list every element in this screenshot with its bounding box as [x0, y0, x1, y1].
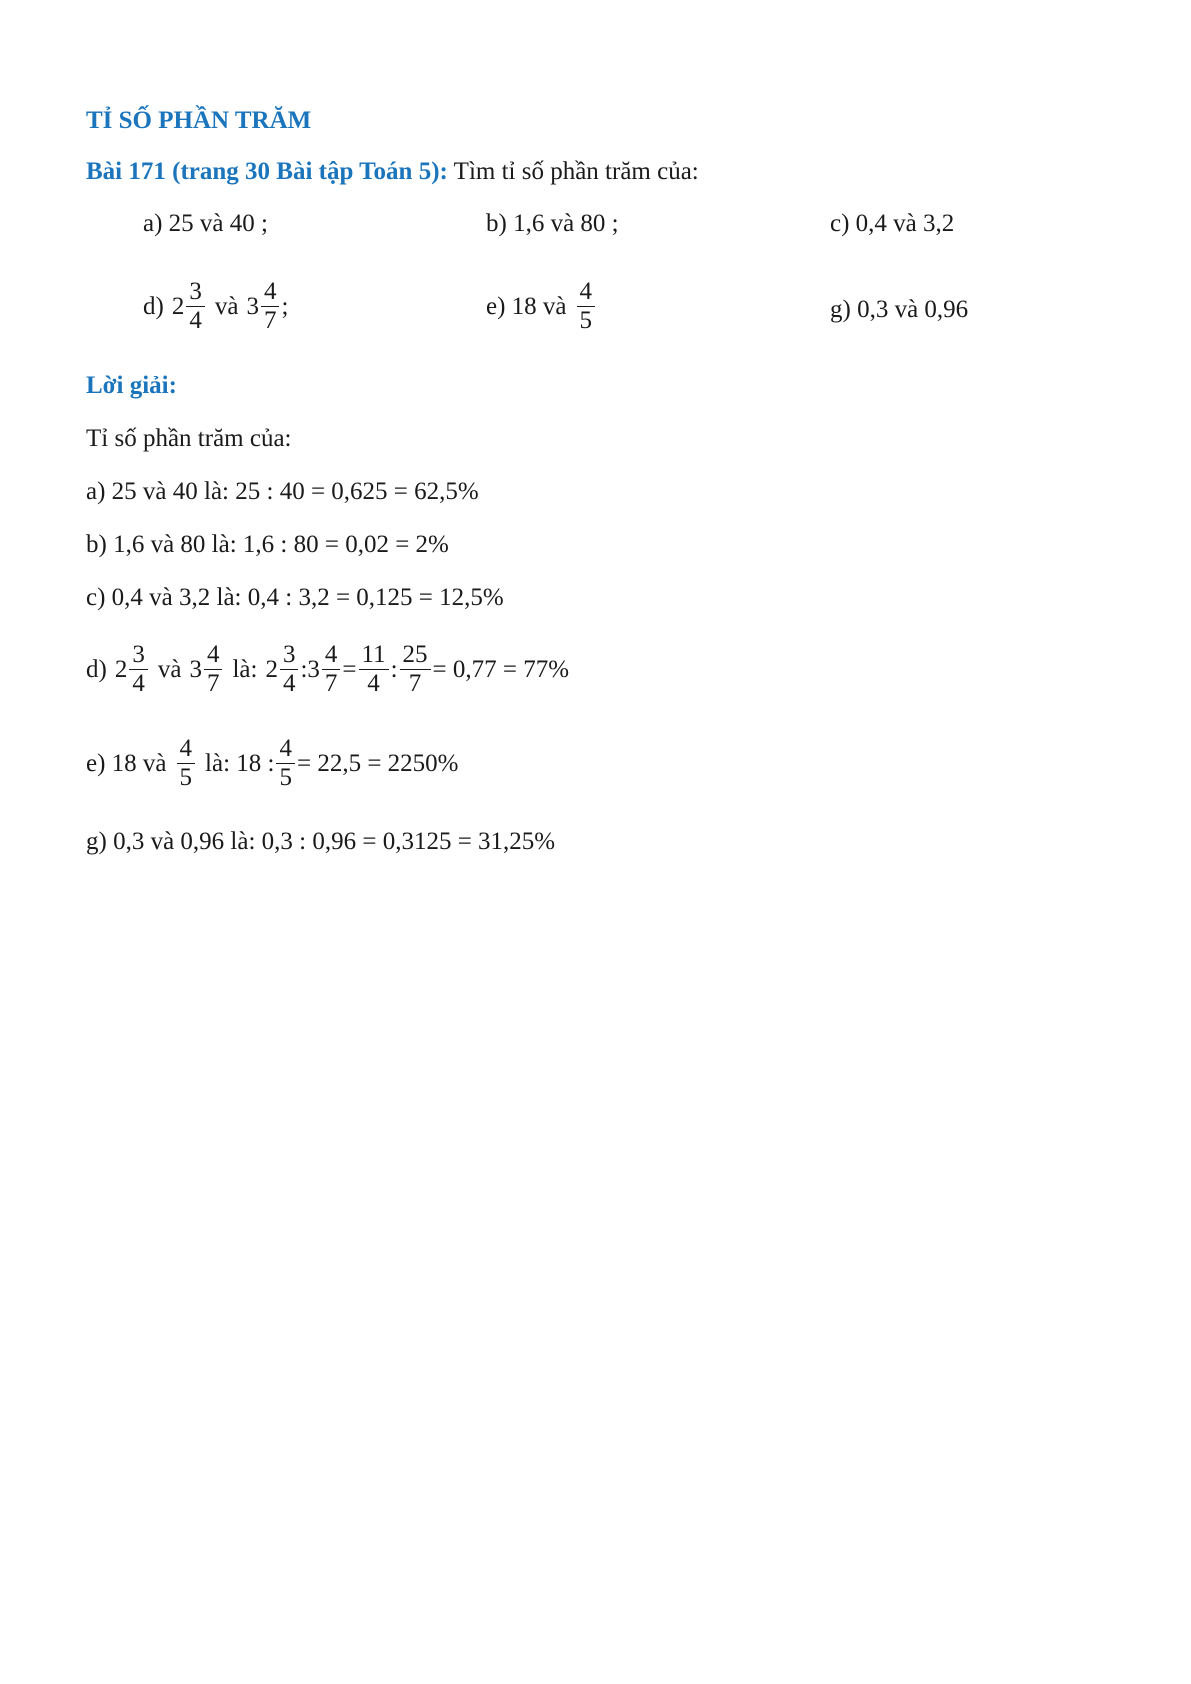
- solution-a: a) 25 và 40 là: 25 : 40 = 0,625 = 62,5%: [86, 478, 479, 505]
- option-e-fraction: [577, 278, 596, 335]
- solution-d-fraction-6: [400, 641, 431, 698]
- solution-d-fraction-1: [129, 641, 148, 698]
- exercise-prompt: Tìm tỉ số phần trăm của:: [453, 158, 699, 185]
- exercise-label: Bài 171 (trang 30 Bài tập Toán 5):: [86, 158, 448, 185]
- option-d-prefix: d): [143, 292, 164, 320]
- numerator: 3: [186, 278, 205, 307]
- solution-e-result: = 22,5 = 2250%: [296, 749, 459, 777]
- option-d-whole-2: 3: [246, 292, 259, 320]
- numerator: 4: [261, 278, 280, 307]
- solution-d-whole-1: 2: [114, 655, 128, 683]
- solution-d-colon-1: :: [300, 655, 308, 683]
- solution-b: b) 1,6 và 80 là: 1,6 : 80 = 0,02 = 2%: [86, 531, 449, 558]
- option-d-and: và: [214, 292, 239, 320]
- solution-e: [86, 735, 459, 792]
- option-a: a) 25 và 40 ;: [143, 210, 268, 237]
- option-e-prefix: e) 18 và: [486, 292, 567, 320]
- exercise-header: [86, 157, 699, 187]
- option-c: c) 0,4 và 3,2: [830, 210, 955, 237]
- solution-e-prefix: e) 18 và: [86, 749, 167, 777]
- numerator: 4: [322, 641, 341, 670]
- numerator: 4: [204, 641, 223, 670]
- solution-e-fraction-1: [177, 735, 196, 792]
- denominator: 5: [179, 764, 193, 791]
- numerator: 4: [577, 278, 596, 307]
- solution-e-fraction-2: [276, 735, 295, 792]
- numerator: 25: [400, 641, 431, 670]
- option-d-end: ;: [281, 292, 289, 320]
- numerator: 4: [276, 735, 295, 764]
- solution-d-fraction-5: [359, 641, 389, 698]
- option-d-whole-1: 2: [171, 292, 185, 320]
- solution-e-is: là: 18 :: [205, 749, 275, 777]
- option-d: [143, 278, 288, 335]
- option-b: b) 1,6 và 80 ;: [486, 210, 619, 237]
- solution-label: Lời giải:: [86, 372, 177, 399]
- solution-d-fraction-2: [204, 641, 223, 698]
- option-e: [486, 278, 597, 335]
- solution-d-and: và: [157, 655, 182, 683]
- solution-d-fraction-4: [322, 641, 341, 698]
- denominator: 7: [408, 670, 422, 697]
- solution-d-prefix: d): [86, 655, 107, 683]
- denominator: 4: [367, 670, 380, 697]
- denominator: 5: [279, 764, 292, 791]
- solution-d-is: là:: [232, 655, 258, 683]
- denominator: 7: [324, 670, 338, 697]
- numerator: 3: [280, 641, 299, 670]
- numerator: 3: [129, 641, 148, 670]
- option-d-fraction-1: [186, 278, 205, 335]
- numerator: 11: [359, 641, 389, 670]
- solution-g: g) 0,3 và 0,96 là: 0,3 : 0,96 = 0,3125 = 31,25%: [86, 828, 556, 855]
- denominator: 5: [579, 307, 593, 334]
- solution-d-fraction-3: [280, 641, 299, 698]
- denominator: 7: [206, 670, 220, 697]
- solution-d: [86, 641, 569, 698]
- denominator: 4: [189, 307, 202, 334]
- denominator: 4: [132, 670, 145, 697]
- solution-d-equals: =: [342, 655, 357, 683]
- solution-intro: Tỉ số phần trăm của:: [86, 425, 292, 452]
- solution-d-whole-2: 3: [189, 655, 202, 683]
- solution-d-whole-3: 2: [265, 655, 278, 683]
- solution-d-result: = 0,77 = 77%: [432, 655, 570, 683]
- solution-c: c) 0,4 và 3,2 là: 0,4 : 3,2 = 0,125 = 12,5%: [86, 584, 504, 611]
- denominator: 7: [263, 307, 277, 334]
- solution-d-colon-2: :: [390, 655, 398, 683]
- numerator: 4: [177, 735, 196, 764]
- denominator: 4: [282, 670, 296, 697]
- option-g: g) 0,3 và 0,96: [830, 296, 969, 323]
- page-title: TỈ SỐ PHẦN TRĂM: [86, 107, 312, 134]
- solution-d-whole-4: 3: [307, 655, 320, 683]
- option-d-fraction-2: [261, 278, 280, 335]
